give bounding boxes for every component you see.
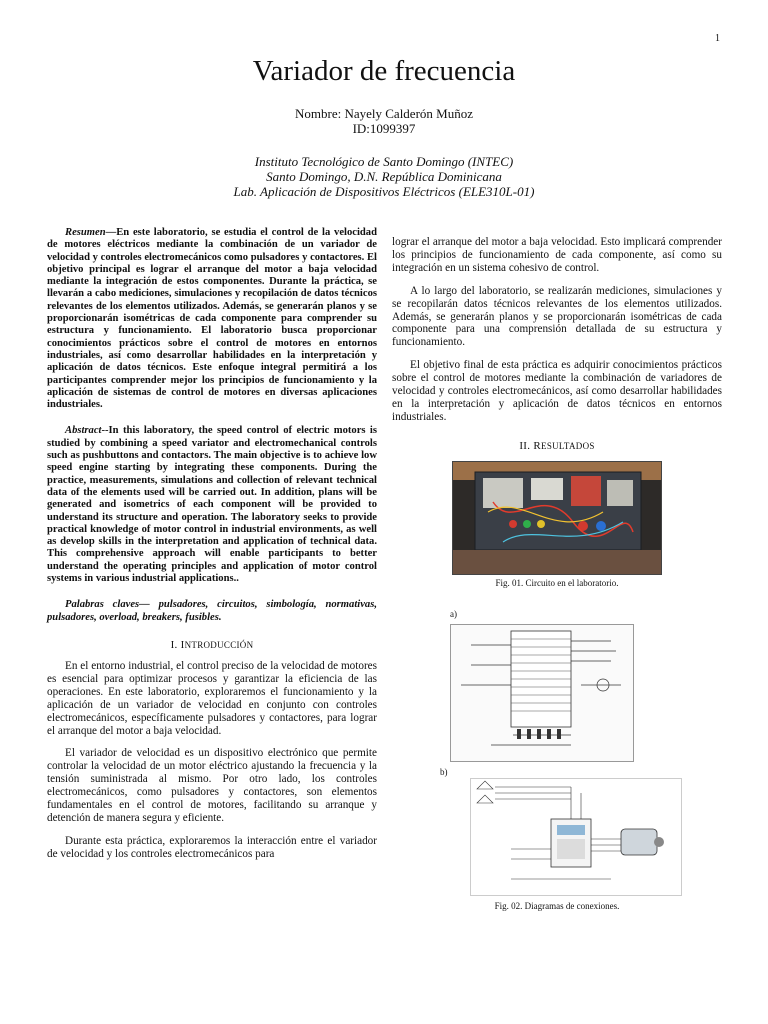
figure-2b-wrap	[392, 766, 722, 906]
section-2-title-first: R	[533, 439, 542, 452]
affiliation-block	[0, 154, 768, 199]
page-number: 1	[715, 33, 720, 44]
intro-paragraph-3: Durante esta práctica, exploraremos la interacción entre el variador de velocidad y los controles electromecánicos para	[47, 834, 377, 860]
affiliation-line-1: Instituto Tecnológico de Santo Domingo (INTEC)	[254, 154, 514, 169]
section-2-number: II.	[519, 439, 531, 452]
author-id: ID:1099397	[352, 121, 416, 136]
abstract-lead: Abstract	[65, 425, 102, 437]
section-2-heading	[392, 440, 722, 453]
wiring-diagram-a	[450, 624, 634, 762]
keywords: Palabras claves— pulsadores, circuitos, simbología, normativas, pulsadores, overload, breakers, fusibles.	[47, 599, 377, 624]
paper-title: Variador de frecuencia	[252, 55, 516, 87]
intro-paragraph-2: El variador de velocidad es un dispositivo electrónico que permite controlar la velocidad de un motor eléctrico ajustando la frecuencia y la tensión suministrada al mismo. Por otro lado, los controles electromecánicos, como pulsadores y contactores, son elementos fundamentales en el control de motores, facilitando su arranque y detención de manera segura y eficiente.	[47, 747, 377, 824]
right-paragraph-1: A lo largo del laboratorio, se realizarán mediciones, simulaciones y se recopilarán datos técnicos relevantes de los elementos utilizados. Además, se generarán planos y se proporcionarán isométricas de cada componente para una comprensión detallada de su estructura y funcionamiento.	[392, 284, 722, 349]
resumen-paragraph	[47, 227, 377, 411]
abstract-paragraph	[47, 425, 377, 585]
section-1-heading	[47, 639, 377, 652]
author-name: Nombre: Nayely Calderón Muñoz	[295, 106, 473, 121]
figure-2-caption: Fig. 02. Diagramas de conexiones.	[494, 900, 620, 911]
section-1-number: I.	[170, 639, 178, 652]
left-column	[47, 227, 377, 871]
section-1-title-rest: NTRODUCCIÓN	[184, 640, 254, 651]
affiliation-line-2: Santo Domingo, D.N. República Dominicana	[266, 169, 502, 184]
author-block	[0, 106, 768, 136]
section-1-title-first: I	[180, 639, 185, 652]
abstract-text: --In this laboratory, the speed control of electric motors is studied by combining a speed variator and electromechanical controls such as pushbuttons and contactors. The main objective is to achieve low speed engine starting by integrating these components. During the practice, measurements, simulations and collection of relevant technical data of the elements used will be carried out. In addition, plans will be generated and isometrics of each component will be provided to understand its structure and operation. The laboratory seeks to provide practical knowledge of motor control in industrial environments, as well as develop skills in the interpretation and application of technical data. This comprehensive approach will enable participants to better understand the operating principles and application of motor control systems in various industrial applications..	[47, 425, 377, 585]
right-column	[392, 236, 722, 913]
figure-2b-label: b)	[440, 766, 448, 777]
figure-2a-wrap	[392, 602, 722, 762]
resumen-lead: Resumen	[65, 227, 106, 238]
affiliation-line-3: Lab. Aplicación de Dispositivos Eléctricos (ELE310L-01)	[233, 184, 535, 199]
right-continuation: lograr el arranque del motor a baja velocidad. Esto implicará comprender los principios de funcionamiento de cada componente, así como su integración en un sistema cohesivo de control.	[392, 236, 722, 274]
right-paragraph-2: El objetivo final de esta práctica es adquirir conocimientos prácticos sobre el control de motores mediante la combinación de variadores de velocidad y controles electromecánicos, así como desarrollar habilidades en la interpretación y aplicación de datos técnicos en entornos industriales.	[392, 359, 722, 423]
figure-1-caption: Fig. 01. Circuito en el laboratorio.	[495, 577, 619, 588]
intro-paragraph-1: En el entorno industrial, el control preciso de la velocidad de motores es esencial para optimizar procesos y garantizar la eficiencia de las operaciones. En este laboratorio, exploraremos el funcionamiento y la aplicación de un variador de velocidad en conjunto con controles electromecánicos, específicamente pulsadores y contactores, para lograr el arranque del motor a baja velocidad.	[47, 660, 377, 737]
wiring-diagram-a-illustration	[451, 625, 633, 761]
resumen-text: —En este laboratorio, se estudia el control de la velocidad de motores eléctricos mediante la combinación de un variador de velocidad y controles electromecánicos como pulsadores y contactores. El objetivo principal es lograr el arranque del motor a baja velocidad mediante la integración de estos componentes. Durante la práctica, se llevarán a cabo mediciones, simulaciones y recopilación de datos técnicos relevantes de los elementos utilizados. Además, se generarán planos y se proporcionarán isométricas de cada componente para comprender su estructura y funcionamiento. El laboratorio busca proporcionar conocimientos prácticos sobre el control de motores en entornos industriales, así como desarrollar habilidades en la interpretación y aplicación de datos técnicos. Este enfoque integral permitirá a los participantes comprender mejor los principios de funcionamiento y la aplicación de sistemas de control de motores en diversas aplicaciones industriales.	[47, 227, 377, 411]
figure-2a-label: a)	[450, 608, 457, 619]
wiring-diagram-b	[470, 778, 682, 896]
section-2-title-rest: ESULTADOS	[541, 440, 595, 451]
lab-panel-illustration	[453, 462, 661, 574]
wiring-diagram-b-illustration	[471, 779, 681, 895]
lab-circuit-photo	[452, 461, 662, 575]
